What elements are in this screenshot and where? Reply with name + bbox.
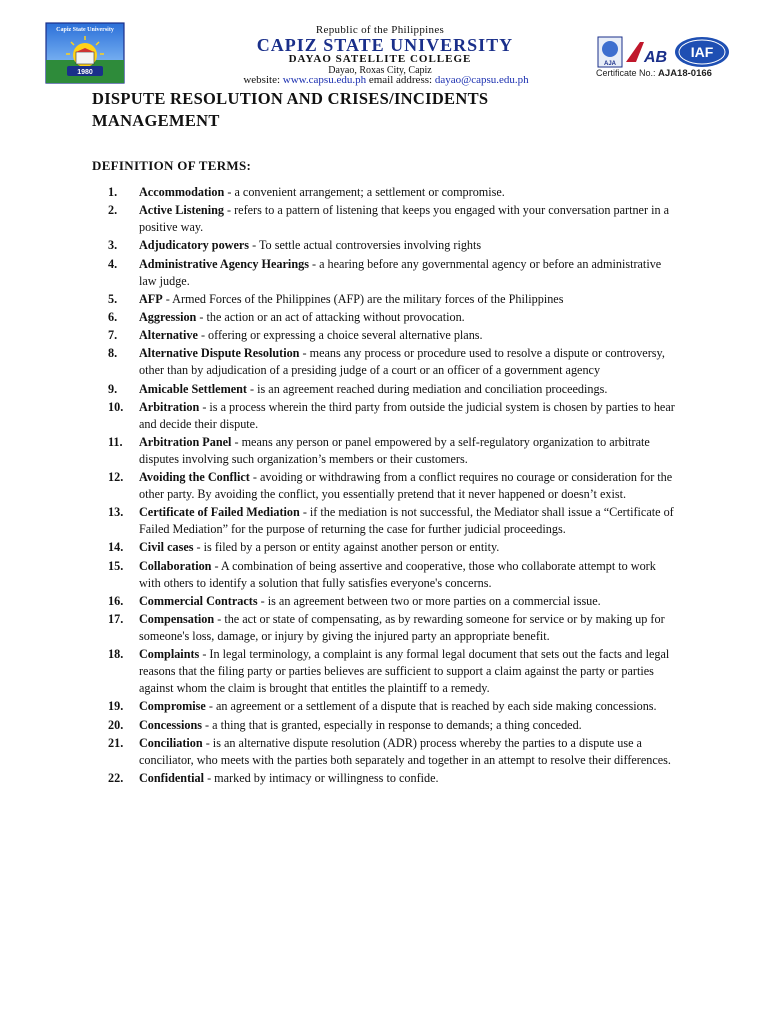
college-name: DAYAO SATELLITE COLLEGE bbox=[288, 53, 472, 65]
term-number: 19. bbox=[108, 699, 124, 714]
term-name: Avoiding the Conflict bbox=[139, 470, 250, 485]
term-definition: - an agreement or a settlement of a dispute that is reached by each side making concessions. bbox=[205, 699, 657, 714]
term-item bbox=[0, 698, 679, 715]
term-number: 16. bbox=[108, 593, 124, 608]
iaf-text: IAF bbox=[690, 44, 714, 60]
republic-line: Republic of the Philippines bbox=[315, 24, 445, 36]
term-number: 17. bbox=[108, 612, 124, 626]
term-definition: - is an alternative dispute resolution (ADR) process whereby the parties to a dispute use a conciliator, who meets with the parties both separately and together in an attempt to resolve their differences. bbox=[139, 735, 671, 767]
term-name: Commercial Contracts bbox=[139, 593, 258, 608]
term-definition: - avoiding or withdrawing from a conflict requires no courage or consideration for the other party. By avoiding the conflict, you essentially pretend that it never happened or doesn’t exist. bbox=[139, 470, 673, 502]
term-item bbox=[0, 327, 679, 344]
term-number: 9. bbox=[108, 381, 118, 396]
term-name: Conciliation bbox=[139, 735, 203, 750]
term-item bbox=[0, 717, 679, 734]
term-item bbox=[0, 539, 679, 556]
term-number: 2. bbox=[108, 203, 118, 218]
term-definition: - a hearing before any governmental agency or before an administrative law judge. bbox=[139, 256, 662, 288]
term-item bbox=[0, 399, 679, 433]
cert-label: Certificate No.: bbox=[596, 68, 656, 78]
term-number: 13. bbox=[108, 505, 124, 520]
svg-text:AB: AB bbox=[644, 49, 668, 66]
term-name: AFP bbox=[139, 291, 163, 306]
term-name: Civil cases bbox=[139, 540, 194, 555]
term-number: 11. bbox=[108, 434, 123, 449]
page-title: DISPUTE RESOLUTION AND CRISES/INCIDENTS MANAGEMENT bbox=[92, 89, 489, 130]
term-item bbox=[0, 504, 679, 538]
term-number: 18. bbox=[108, 647, 124, 662]
contact-line bbox=[186, 74, 586, 86]
term-name: Alternative bbox=[139, 328, 198, 343]
term-number: 21. bbox=[108, 735, 124, 750]
term-item bbox=[0, 558, 679, 592]
term-number: 22. bbox=[108, 770, 124, 785]
term-definition: - refers to a pattern of listening that keeps you engaged with your conversation partner in a positive way. bbox=[139, 203, 670, 235]
letterhead bbox=[0, 0, 768, 88]
term-item bbox=[0, 345, 679, 379]
iaf-logo-icon bbox=[673, 36, 731, 68]
term-name: Accommodation bbox=[139, 185, 225, 199]
term-number: 12. bbox=[108, 470, 124, 485]
terms-list bbox=[0, 184, 768, 788]
term-definition: - a convenient arrangement; a settlement or compromise. bbox=[224, 185, 505, 199]
term-definition: - is an agreement between two or more parties on a commercial issue. bbox=[257, 593, 601, 608]
term-name: Confidential bbox=[139, 770, 205, 785]
university-logo-icon bbox=[45, 22, 125, 84]
term-name: Complaints bbox=[139, 647, 200, 662]
term-number: 10. bbox=[108, 399, 124, 414]
term-name: Arbitration bbox=[139, 399, 200, 414]
term-definition: - In legal terminology, a complaint is any formal legal document that sets out the facts and legal reasons that the filing party or parties believes are sufficient to support a claim against the party or parties against whom the claim is brought that entitles the plaintiff to a remedy. bbox=[139, 647, 670, 696]
term-definition: - is an agreement reached during mediation and conciliation proceedings. bbox=[246, 381, 608, 396]
term-name: Certificate of Failed Mediation bbox=[139, 505, 300, 520]
term-name: Collaboration bbox=[139, 558, 212, 573]
term-name: Adjudicatory powers bbox=[139, 238, 250, 253]
logo-text: Capiz State University bbox=[56, 27, 114, 33]
logo-year: 1980 bbox=[77, 69, 93, 76]
term-number: 6. bbox=[108, 309, 118, 324]
term-item bbox=[0, 469, 679, 503]
term-item bbox=[0, 434, 679, 468]
term-definition: - Armed Forces of the Philippines (AFP) are the military forces of the Philippines bbox=[162, 291, 564, 306]
cert-value: AJA18-0166 bbox=[658, 68, 712, 79]
term-definition: - means any person or panel empowered by a self-regulatory organization to arbitrate disputes involving such organization’s members or their customers. bbox=[139, 434, 650, 466]
email-label: email address: bbox=[368, 74, 433, 86]
website-link[interactable]: www.capsu.edu.ph bbox=[282, 74, 367, 86]
term-number: 14. bbox=[108, 540, 124, 555]
term-number: 20. bbox=[108, 717, 124, 732]
term-item bbox=[0, 646, 679, 697]
ajab-cert-icon bbox=[596, 36, 676, 68]
term-number: 4. bbox=[108, 256, 118, 271]
term-item bbox=[0, 735, 679, 769]
term-definition: - means any process or procedure used to resolve a dispute or controversy, other than by adjudication of a presiding judge of a court or an officer of a government agency bbox=[139, 346, 665, 378]
term-definition: - marked by intimacy or willingness to confide. bbox=[204, 770, 439, 785]
term-item bbox=[0, 237, 679, 254]
term-item bbox=[0, 381, 679, 398]
term-name: Amicable Settlement bbox=[139, 381, 247, 396]
term-definition: - A combination of being assertive and cooperative, those who collaborate attempt to work with others to identify a solution that fully satisfies everyone's concerns. bbox=[139, 558, 656, 590]
certificate-number bbox=[596, 68, 736, 79]
term-name: Compensation bbox=[139, 612, 215, 626]
website-label: website: bbox=[243, 74, 281, 86]
term-definition: - To settle actual controversies involving rights bbox=[249, 238, 482, 253]
section-heading: DEFINITION OF TERMS: bbox=[92, 158, 252, 173]
term-name: Aggression bbox=[139, 309, 197, 324]
term-number: 8. bbox=[108, 346, 118, 361]
term-name: Concessions bbox=[139, 717, 202, 732]
college-address: Dayao, Roxas City, Capiz bbox=[328, 65, 432, 76]
term-definition: - if the mediation is not successful, the Mediator shall issue a “Certificate of Failed Mediation” for the purpose of returning the case for further judicial proceedings. bbox=[139, 505, 674, 537]
term-item bbox=[0, 593, 679, 610]
term-name: Active Listening bbox=[139, 203, 224, 218]
term-item bbox=[0, 309, 679, 326]
term-item bbox=[0, 256, 679, 290]
university-name: CAPIZ STATE UNIVERSITY bbox=[256, 35, 514, 55]
term-definition: - is a process wherein the third party from outside the judicial system is chosen by parties to hear and decide their dispute. bbox=[139, 399, 675, 431]
term-definition: - offering or expressing a choice several alternative plans. bbox=[197, 328, 483, 343]
term-name: Compromise bbox=[139, 699, 206, 714]
term-definition: - is filed by a person or entity against another person or entity. bbox=[193, 540, 500, 555]
term-item bbox=[0, 202, 679, 236]
term-item bbox=[0, 184, 679, 201]
email-link[interactable]: dayao@capsu.edu.ph bbox=[434, 74, 529, 86]
term-item bbox=[0, 291, 679, 308]
term-number: 15. bbox=[108, 558, 124, 573]
term-name: Alternative Dispute Resolution bbox=[139, 346, 300, 361]
term-name: Administrative Agency Hearings bbox=[139, 256, 309, 271]
term-number: 5. bbox=[108, 291, 118, 306]
term-definition: - the act or state of compensating, as by rewarding someone for service or by making up for someone's loss, damage, or injury by giving the injured party an appropriate benefit. bbox=[139, 612, 665, 643]
term-number: 3. bbox=[108, 238, 118, 253]
term-definition: - a thing that is granted, especially in response to demands; a thing conceded. bbox=[201, 717, 582, 732]
term-definition: - the action or an act of attacking without provocation. bbox=[196, 309, 465, 324]
term-item bbox=[0, 770, 679, 787]
term-number: 1. bbox=[108, 185, 118, 199]
ajab-text: AJA bbox=[603, 61, 617, 67]
term-number: 7. bbox=[108, 328, 118, 343]
term-name: Arbitration Panel bbox=[139, 434, 232, 449]
term-item bbox=[0, 611, 679, 645]
